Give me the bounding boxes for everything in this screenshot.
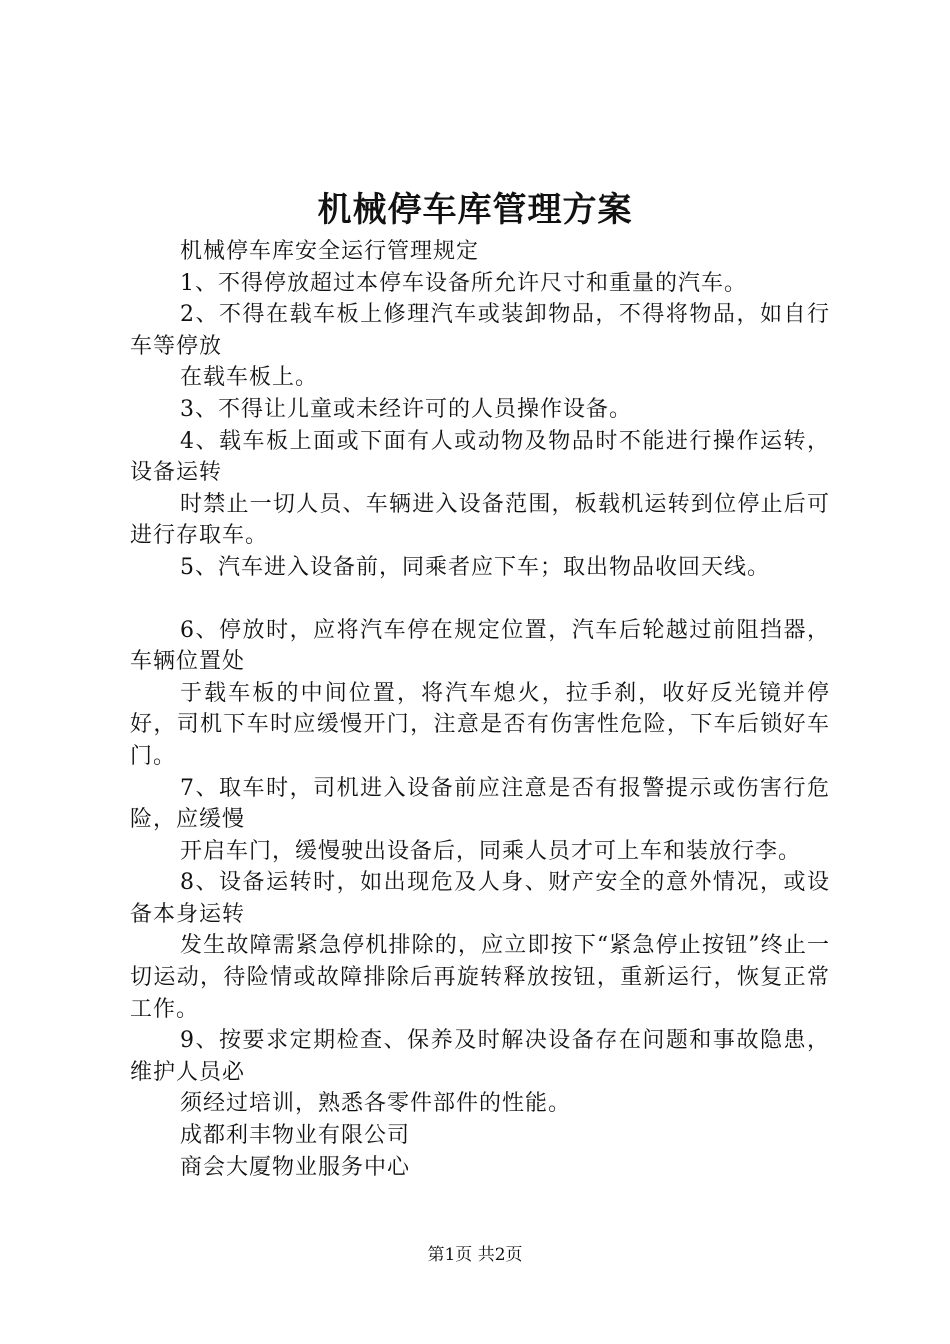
paragraph-rule-2: 2、不得在载车板上修理汽车或装卸物品，不得将物品，如自行车等停放 [130,302,830,359]
paragraph-rule-8: 8、设备运转时，如出现危及人身、财产安全的意外情况，或设备本身运转 [130,870,830,927]
paragraph-rule-5: 5、汽车进入设备前，同乘者应下车；取出物品收回天线。 [180,554,770,580]
document-body [130,236,830,1183]
paragraph-rule-7: 7、取车时，司机进入设备前应注意是否有报警提示或伤害行危险，应缓慢 [130,775,830,833]
paragraph-rule-2-cont: 在载车板上。 [180,365,319,391]
signature-center: 商会大厦物业服务中心 [180,1154,411,1180]
paragraph-rule-6-cont: 于载车板的中间位置，将汽车熄火，拉手刹，收好反光镜并停好，司机下车时应缓慢开门，注意是否有伤害性危险，下车后锁好车门。 [130,680,830,769]
paragraph-rule-9: 9、按要求定期检查、保养及时解决设备存在问题和事故隐患，维护人员必 [130,1028,830,1085]
paragraph-heading: 机械停车库安全运行管理规定 [180,239,480,264]
document-title: 机械停车库管理方案 [317,190,633,230]
paragraph-rule-8-cont: 发生故障需紧急停机排除的，应立即按下“紧急停止按钮”终止一切运动，待险情或故障排除后再旋转释放按钮，重新运行，恢复正常工作。 [130,933,830,1022]
paragraph-rule-7-cont: 开启车门，缓慢驶出设备后，同乘人员才可上车和装放行李。 [180,838,802,864]
page-footer: 第1页 共2页 [427,1245,523,1265]
paragraph-rule-4: 4、载车板上面或下面有人或动物及物品时不能进行操作运转，设备运转 [130,428,830,486]
paragraph-rule-4-cont: 时禁止一切人员、车辆进入设备范围，板载机运转到位停止后可进行存取车。 [130,491,830,549]
signature-company: 成都利丰物业有限公司 [180,1123,411,1149]
paragraph-rule-1: 1、不得停放超过本停车设备所允许尺寸和重量的汽车。 [180,270,747,296]
paragraph-rule-9-cont: 须经过培训，熟悉各零件部件的性能。 [180,1091,572,1117]
paragraph-rule-6: 6、停放时，应将汽车停在规定位置，汽车后轮越过前阻挡器，车辆位置处 [130,617,830,675]
paragraph-rule-3: 3、不得让儿童或未经许可的人员操作设备。 [180,396,632,422]
